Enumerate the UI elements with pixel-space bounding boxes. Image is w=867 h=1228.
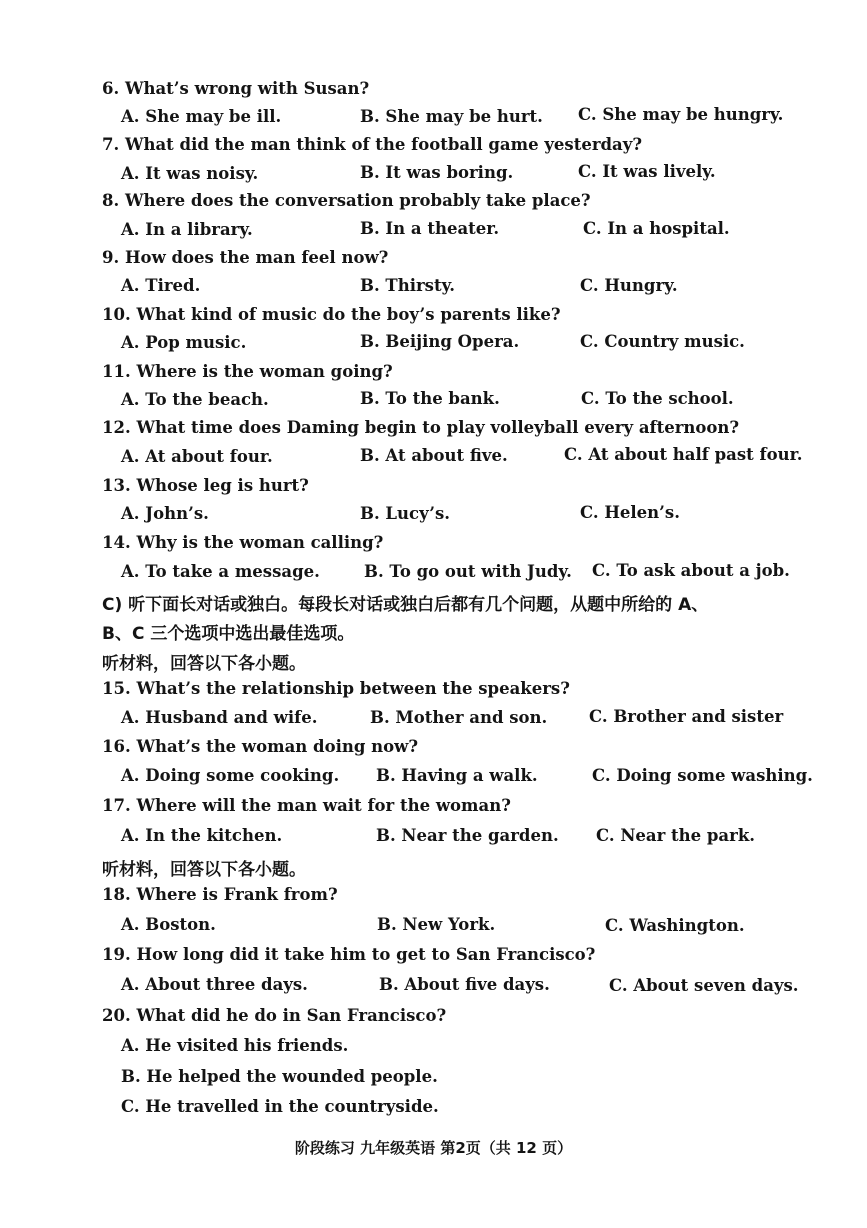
q8-option-c: C. In a hospital. [583,219,730,238]
q8-option-b: B. In a theater. [360,219,500,238]
q10-option-b: B. Beijing Opera. [360,332,520,351]
page-footer: 阶段练习 九年级英语 第2页（共 12 页） [294,1139,573,1157]
q18-option-b: B. New York. [377,915,496,934]
q9-option-c: C. Hungry. [580,276,678,295]
q13-option-c: C. Helen’s. [580,503,680,522]
q20-option-b: B. He helped the wounded people. [121,1067,438,1086]
q12-option-c: C. At about half past four. [564,445,803,464]
q17-option-b: B. Near the garden. [376,826,559,845]
q15-option-b: B. Mother and son. [370,708,548,727]
question-12: 12. What time does Daming begin to play volleyball every afternoon? [102,418,740,437]
q14-option-a: A. To take a message. [121,562,320,581]
q18-option-c: C. Washington. [605,916,745,935]
q10-option-a: A. Pop music. [121,333,247,352]
q14-option-b: B. To go out with Judy. [364,562,572,581]
q20-option-c: C. He travelled in the countryside. [121,1097,439,1116]
question-8: 8. Where does the conversation probably take place? [102,191,591,210]
q9-option-a: A. Tired. [121,276,201,295]
q7-option-b: B. It was boring. [360,163,514,182]
question-9: 9. How does the man feel now? [102,248,389,267]
q7-option-a: A. It was noisy. [121,164,259,183]
q17-option-a: A. In the kitchen. [121,826,283,845]
q8-option-a: A. In a library. [121,220,253,239]
q12-option-a: A. At about four. [121,447,273,466]
q11-option-b: B. To the bank. [360,389,500,408]
question-20: 20. What did he do in San Francisco? [102,1006,447,1025]
q19-option-c: C. About seven days. [609,976,799,995]
section-c-instruction-line1: C) 听下面长对话或独白。每段长对话或独白后都有几个问题，从题中所给的 A、 [102,595,709,615]
q11-option-a: A. To the beach. [121,390,269,409]
q19-option-b: B. About five days. [379,975,550,994]
q19-option-a: A. About three days. [121,975,308,994]
q7-option-c: C. It was lively. [578,162,716,181]
question-16: 16. What’s the woman doing now? [102,737,418,756]
q13-option-a: A. John’s. [121,504,209,523]
q6-option-a: A. She may be ill. [121,107,282,126]
q6-option-b: B. She may be hurt. [360,107,543,126]
question-7: 7. What did the man think of the football game yesterday? [102,135,642,154]
question-15: 15. What’s the relationship between the speakers? [102,679,570,698]
question-14: 14. Why is the woman calling? [102,533,384,552]
question-19: 19. How long did it take him to get to San Francisco? [102,945,596,964]
q18-option-a: A. Boston. [121,915,216,934]
q6-option-c: C. She may be hungry. [578,105,784,124]
question-18: 18. Where is Frank from? [102,885,338,904]
q15-option-a: A. Husband and wife. [121,708,318,727]
section-c-instruction-line2: B、C 三个选项中选出最佳选项。 [102,624,355,644]
q20-option-a: A. He visited his friends. [121,1036,349,1055]
question-6: 6. What’s wrong with Susan? [102,79,370,98]
q15-option-c: C. Brother and sister [589,707,784,726]
q11-option-c: C. To the school. [581,389,734,408]
q9-option-b: B. Thirsty. [360,276,456,295]
question-11: 11. Where is the woman going? [102,362,393,381]
q16-option-b: B. Having a walk. [376,766,538,785]
q12-option-b: B. At about five. [360,446,508,465]
q10-option-c: C. Country music. [580,332,745,351]
q17-option-c: C. Near the park. [596,826,755,845]
listen-label-2: 听材料，回答以下各小题。 [102,860,306,880]
question-17: 17. Where will the man wait for the woman? [102,796,511,815]
listen-label-1: 听材料，回答以下各小题。 [102,654,306,674]
q14-option-c: C. To ask about a job. [592,561,790,580]
q16-option-a: A. Doing some cooking. [121,766,340,785]
question-13: 13. Whose leg is hurt? [102,476,309,495]
question-10: 10. What kind of music do the boy’s parents like? [102,305,561,324]
q16-option-c: C. Doing some washing. [592,766,813,785]
q13-option-b: B. Lucy’s. [360,504,451,523]
